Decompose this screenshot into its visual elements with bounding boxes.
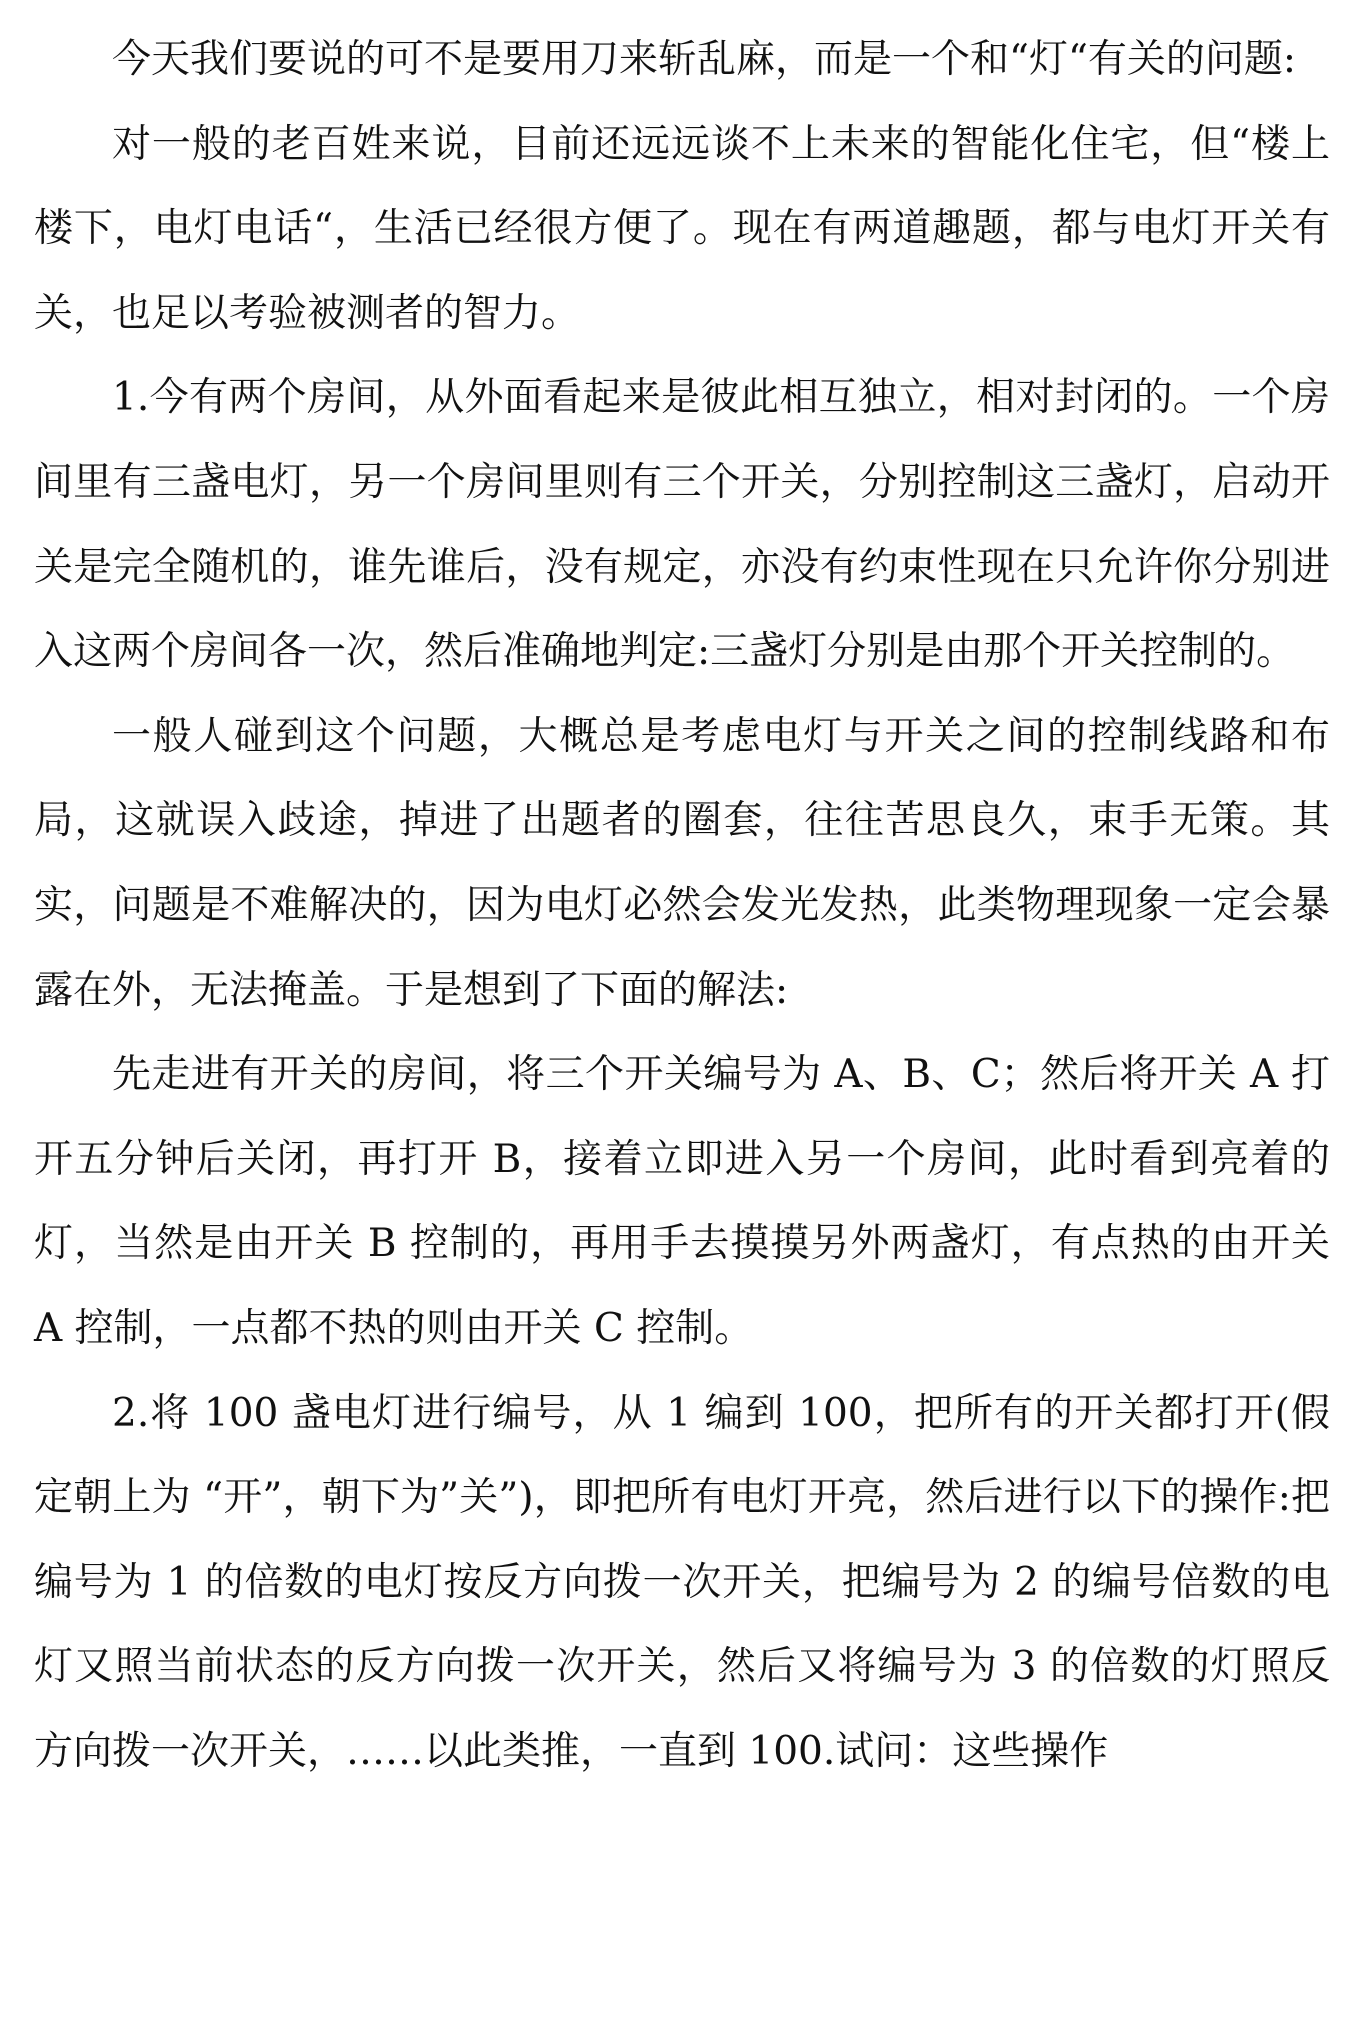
paragraph-context: 对一般的老百姓来说，目前还远远谈不上未来的智能化住宅，但“楼上楼下，电灯电话“，生活已经很方便了。现在有两道趣题，都与电灯开关有关，也足以考验被测者的智力。 xyxy=(34,121,1330,336)
paragraph-intro: 今天我们要说的可不是要用刀来斩乱麻，而是一个和“灯“有关的问题: xyxy=(112,37,1297,82)
paragraph-puzzle-1: 1.今有两个房间，从外面看起来是彼此相互独立，相对封闭的。一个房间里有三盏电灯，另一个房间里则有三个开关，分别控制这三盏灯，启动开关是完全随机的，谁先谁后，没有规定，亦没有约束性现在只允许你分别进入这两个房间各一次，然后准确地判定:三盏灯分别是由那个开关控制的。 xyxy=(34,375,1330,675)
paragraph-analysis: 一般人碰到这个问题，大概总是考虑电灯与开关之间的控制线路和布局，这就误入歧途，掉进了出题者的圈套，往往苦思良久，束手无策。其实，问题是不难解决的，因为电灯必然会发光发热，此类物理现象一定会暴露在外，无法掩盖。于是想到了下面的解法: xyxy=(34,713,1330,1013)
document-page xyxy=(34,18,1330,1794)
paragraph-puzzle-2: 2.将 100 盏电灯进行编号，从 1 编到 100，把所有的开关都打开(假定朝上为 “开”，朝下为”关”)，即把所有电灯开亮，然后进行以下的操作:把编号为 1 的倍数的电灯按反方向拨一次开关，把编号为 2 的编号倍数的电灯又照当前状态的反方向拨一次开关，然后又将编号为 3 的倍数的灯照反方向拨一次开关，……以此类推，一直到 100.试问：这些操作 xyxy=(34,1390,1330,1774)
paragraph-solution: 先走进有开关的房间，将三个开关编号为 A、B、C；然后将开关 A 打开五分钟后关闭，再打开 B，接着立即进入另一个房间，此时看到亮着的灯，当然是由开关 B 控制的，再用手去摸摸另外两盏灯，有点热的由开关 A 控制，一点都不热的则由开关 C 控制。 xyxy=(34,1052,1330,1351)
